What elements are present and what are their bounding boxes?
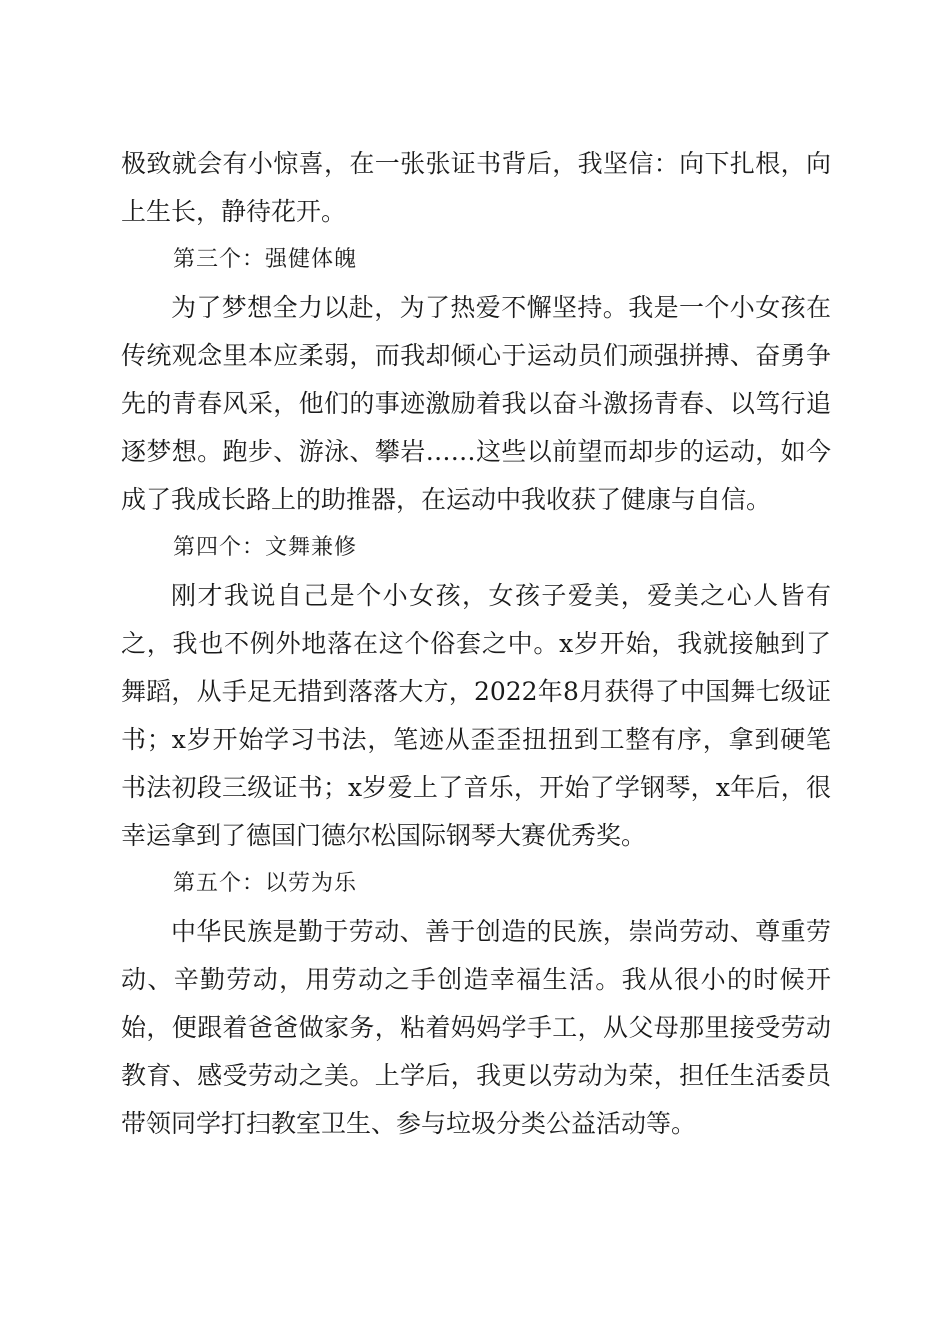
- paragraph-labor: 中华民族是勤于劳动、善于创造的民族，崇尚劳动、尊重劳动、辛勤劳动，用劳动之手创造幸福生活。我从很小的时候开始，便跟着爸爸做家务，粘着妈妈学手工，从父母那里接受劳动教育、感受劳动之美。上学后，我更以劳动为荣，担任生活委员带领同学打扫教室卫生、参与垃圾分类公益活动等。: [121, 917, 831, 1138]
- paragraph-certificates-continuation: 极致就会有小惊喜，在一张张证书背后，我坚信：向下扎根，向上生长，静待花开。: [121, 149, 831, 226]
- paragraph-fitness: 为了梦想全力以赴，为了热爱不懈坚持。我是一个小女孩在传统观念里本应柔弱，而我却倾心于运动员们顽强拼搏、奋勇争先的青春风采，他们的事迹激励着我以奋斗激扬青春、以笃行追逐梦想。跑步、游泳、攀岩……这些以前望而却步的运动，如今成了我成长路上的助推器，在运动中我收获了健康与自信。: [121, 293, 831, 514]
- section-heading-arts: 第四个：文舞兼修: [173, 535, 358, 560]
- document-body: [121, 140, 831, 1148]
- paragraph-arts: 刚才我说自己是个小女孩，女孩子爱美，爱美之心人皆有之，我也不例外地落在这个俗套之中。x岁开始，我就接触到了舞蹈，从手足无措到落落大方，2022年8月获得了中国舞七级证书；x岁开始学习书法，笔迹从歪歪扭扭到工整有序，拿到硬笔书法初段三级证书；x岁爱上了音乐，开始了学钢琴，x年后，很幸运拿到了德国门德尔松国际钢琴大赛优秀奖。: [121, 581, 831, 850]
- section-heading-labor: 第五个：以劳为乐: [173, 871, 358, 896]
- section-heading-fitness: 第三个：强健体魄: [173, 247, 358, 272]
